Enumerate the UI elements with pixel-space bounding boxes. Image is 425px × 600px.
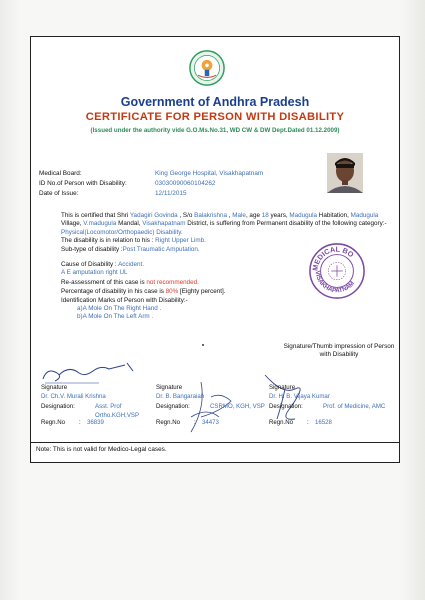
age: 18 [261,212,269,219]
signatory-name: Dr. B. Bangaraiah [156,393,205,400]
field-label: Medical Board: [39,170,82,177]
district: Visakhapatnam [142,220,186,228]
field-label: Date of Issue: [39,190,79,197]
authority-line: (Issued under the authority vide G.O.Ms.No.31, WD CW & DW Dept.Dated 01.12.2009) [90,127,340,134]
text: Village, [61,220,84,228]
government-title: Government of Andhra Pradesh [120,95,310,109]
validity-note: Note: This is not valid for Medico-Legal cases. [36,446,167,453]
percentage-value: 80% [165,288,179,296]
text: The disability is in relation to his : [61,237,156,245]
andhra-pradesh-emblem [189,50,225,86]
field-row-medical-board [39,169,263,179]
field-value: 12/11/2015 [155,190,187,197]
colon: : [194,419,196,426]
text: Habitation, [317,212,351,219]
colon: : [79,419,81,426]
person-photo [327,153,363,193]
signature-label: Signature [156,384,183,391]
regn-label: Regn.No [156,419,181,426]
certification-paragraph [61,212,391,229]
field-row-date-of-issue [39,189,263,199]
certificate-fields [39,169,263,199]
village: Madugula [350,212,379,219]
field-label: ID No.of Person with Disability: [39,180,127,187]
reassessment-value: not recommended. [146,278,199,286]
thumb-impression-label: Signature/Thumb impression of Person with Disability [283,343,395,359]
regn-row [156,419,266,426]
designation-row [269,402,399,411]
designation-row [156,402,266,411]
text: This is certified that Shri [61,212,130,219]
seal-bottom-text: VISAKHAPATNAM [313,270,356,295]
regn-row [269,419,399,426]
regn-row [41,419,151,426]
text: years, [268,212,290,219]
relation-value: Right Upper Limb. [155,237,206,245]
regn-value: 36839 [87,419,104,426]
person-name: Yadagiri Govinda [129,212,178,219]
text: Mandal, [116,220,143,228]
signatory-1 [41,383,151,426]
gender: Male [232,212,246,219]
signatory-2 [156,383,266,426]
father-name: Balakrishna [194,212,228,219]
regn-value: 34473 [202,419,219,426]
signature-label: Signature [269,384,296,391]
field-value: 03030090060104262 [155,180,216,187]
text: , [227,212,233,219]
signatory-3 [269,383,399,426]
disability-category: Physical(Locomotor/Orthopaedic) Disability. [61,228,183,236]
text: Re-assessment of this case is [61,278,147,286]
text: [Eighty percent]. [178,288,226,296]
regn-value: 16528 [315,419,332,426]
text: , age [245,212,262,219]
designation-row [41,402,151,419]
colon: : [307,419,309,426]
signatory-name: Dr. Ch.V. Murali Krishna [41,393,106,400]
note-divider [31,442,399,443]
designation-value: Prof. of Medicine, AMC [323,403,386,410]
medical-board-seal [308,242,366,300]
designation-label: Designation: [156,403,190,410]
signature-label: Signature [41,384,68,391]
designation-value: CSRMO, KGH, VSP [210,403,265,410]
regn-label: Regn.No [41,419,66,426]
subtype-value: Post Traumatic Amputation. [122,245,200,253]
svg-text:VISAKHAPATNAM [314,270,356,294]
mandal: V.madugula [83,220,117,228]
habitation: Madugula [289,212,318,219]
certificate-title: CERTIFICATE FOR PERSON WITH DISABILITY [85,111,345,123]
field-row-id-number [39,179,263,189]
text: , S/o [177,212,195,219]
svg-text:MEDICAL BO [311,245,356,272]
identification-mark-a: a)A Mole On The Right Hand . [77,305,162,313]
regn-label: Regn.No [269,419,294,426]
text: District, is suffering from Permanent disability of the following category:- [185,220,387,228]
handwritten-signature-1 [39,359,139,385]
seal-top-text: MEDICAL BO [310,244,356,272]
text: Cause of Disability : [61,261,119,269]
certificate [30,36,400,463]
signatory-name: Dr. H. B. Vijaya Kumar [269,393,330,400]
designation-label: Designation: [269,403,303,410]
text: Sub-type of disability : [61,245,123,253]
identification-marks-label: Identification Marks of Person with Disability:- [61,296,188,304]
field-value: King George Hospital, Visakhapatnam [155,170,264,177]
designation-label: Designation: [41,403,75,410]
identification-mark-b: b)A Mole On The Left Arm . [77,313,154,321]
designation-value: Asst. Prof Ortho.KGH,VSP [95,403,140,419]
text: Percentage of disability in his case is [61,288,166,296]
cause-value: Accident. [118,261,144,269]
ink-dot [202,344,204,346]
cause-detail: A E amputation right UL [61,269,128,277]
